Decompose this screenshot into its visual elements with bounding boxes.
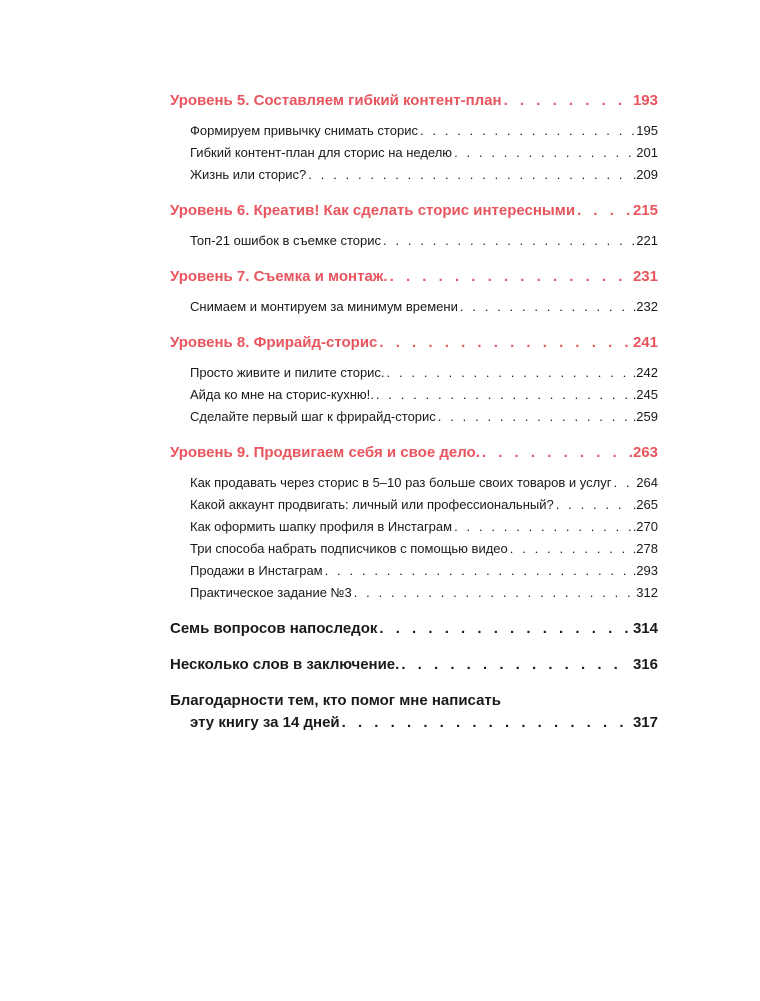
toc-chapter-level6[interactable] — [170, 200, 658, 222]
page-number: 316 — [632, 656, 658, 673]
leader-dots — [387, 362, 631, 384]
leader-dots — [454, 142, 634, 164]
leader-dots — [376, 384, 631, 406]
toc-item[interactable] — [190, 560, 658, 582]
chapter-title: Уровень 6. Креатив! Как сделать сторис интересными — [170, 202, 576, 219]
leader-dots — [401, 654, 631, 676]
item-title: Какой аккаунт продвигать: личный или профессиональный? — [190, 497, 554, 512]
page-number: 201 — [636, 145, 658, 160]
leader-dots — [482, 442, 627, 464]
toc-item[interactable] — [190, 230, 658, 252]
toc-item[interactable] — [190, 472, 658, 494]
item-title: Айда ко мне на сторис-кухню!. — [190, 387, 374, 402]
page-number: 241 — [632, 334, 658, 351]
leader-dots — [577, 200, 631, 222]
toc-item[interactable] — [190, 164, 658, 186]
page-number: 193 — [632, 92, 658, 109]
page-number: .265 — [632, 497, 658, 512]
leader-dots — [420, 120, 634, 142]
leader-dots — [510, 538, 631, 560]
leader-dots — [454, 516, 631, 538]
page-number: .278 — [632, 541, 658, 556]
leader-dots — [379, 618, 631, 640]
page-number: 317 — [632, 714, 658, 731]
page-number: 312 — [636, 585, 658, 600]
page-number: 314 — [632, 620, 658, 637]
item-title: Сделайте первый шаг к фрирайд-сторис — [190, 409, 436, 424]
page-number: .259 — [632, 409, 658, 424]
leader-dots — [379, 332, 631, 354]
item-title: Жизнь или сторис? — [190, 167, 307, 182]
leader-dots — [308, 164, 630, 186]
toc-item[interactable] — [190, 582, 658, 604]
table-of-contents — [170, 90, 658, 731]
chapter-title: Уровень 5. Составляем гибкий контент-план — [170, 92, 502, 109]
item-title: Формируем привычку снимать сторис — [190, 123, 418, 138]
item-title: Три способа набрать подписчиков с помощью видео — [190, 541, 508, 556]
chapter-title-line2: эту книгу за 14 дней — [190, 714, 340, 731]
page-number: 264 — [636, 475, 658, 490]
page-number: .293 — [632, 563, 658, 578]
chapter-title: Уровень 7. Съемка и монтаж. — [170, 268, 388, 285]
page-number: 231 — [632, 268, 658, 285]
item-title: Продажи в Инстаграм — [190, 563, 323, 578]
toc-chapter-level5[interactable] — [170, 90, 658, 112]
leader-dots — [438, 406, 631, 428]
toc-item[interactable] — [190, 120, 658, 142]
toc-item[interactable] — [190, 494, 658, 516]
page-number: 215 — [632, 202, 658, 219]
chapter-title: Семь вопросов напоследок — [170, 620, 378, 637]
item-title: Топ-21 ошибок в съемке сторис — [190, 233, 382, 248]
item-title: Как оформить шапку профиля в Инстаграм — [190, 519, 453, 534]
leader-dots — [556, 494, 631, 516]
toc-chapter-level9[interactable] — [170, 442, 658, 464]
page-number: 221 — [636, 233, 658, 248]
toc-item[interactable] — [190, 142, 658, 164]
page-number: .209 — [632, 167, 658, 182]
toc-chapter-seven-questions[interactable] — [170, 618, 658, 640]
toc-item[interactable] — [190, 538, 658, 560]
item-title: Практическое задание №3 — [190, 585, 352, 600]
chapter-title: Несколько слов в заключение. — [170, 656, 400, 673]
page-number: .263 — [628, 444, 658, 461]
leader-dots — [390, 266, 631, 288]
toc-item[interactable] — [190, 384, 658, 406]
toc-item[interactable] — [190, 516, 658, 538]
item-title: Снимаем и монтируем за минимум времени — [190, 299, 458, 314]
toc-chapter-conclusion[interactable] — [170, 654, 658, 676]
page-number: 195 — [636, 123, 658, 138]
leader-dots — [383, 230, 634, 252]
page-number: .245 — [632, 387, 658, 402]
page-number: .232 — [632, 299, 658, 314]
toc-item[interactable] — [190, 362, 658, 384]
item-title: Просто живите и пилите сторис. — [190, 365, 385, 380]
page-number: .242 — [632, 365, 658, 380]
leader-dots — [613, 472, 634, 494]
chapter-title: Уровень 8. Фрирайд-сторис — [170, 334, 378, 351]
item-title: Гибкий контент-план для сторис на неделю — [190, 145, 453, 160]
toc-chapter-level8[interactable] — [170, 332, 658, 354]
item-title: Как продавать через сторис в 5–10 раз больше своих товаров и услуг — [190, 475, 612, 490]
leader-dots — [325, 560, 631, 582]
leader-dots — [342, 712, 631, 734]
leader-dots — [354, 582, 635, 604]
leader-dots — [460, 296, 631, 318]
toc-item[interactable] — [190, 296, 658, 318]
toc-chapter-thanks[interactable] — [170, 690, 658, 731]
chapter-title: Уровень 9. Продвигаем себя и свое дело. — [170, 444, 480, 461]
page-number: .270 — [632, 519, 658, 534]
toc-chapter-level7[interactable] — [170, 266, 658, 288]
leader-dots — [504, 90, 631, 112]
toc-item[interactable] — [190, 406, 658, 428]
chapter-title-line1: Благодарности тем, кто помог мне написать — [170, 692, 501, 709]
